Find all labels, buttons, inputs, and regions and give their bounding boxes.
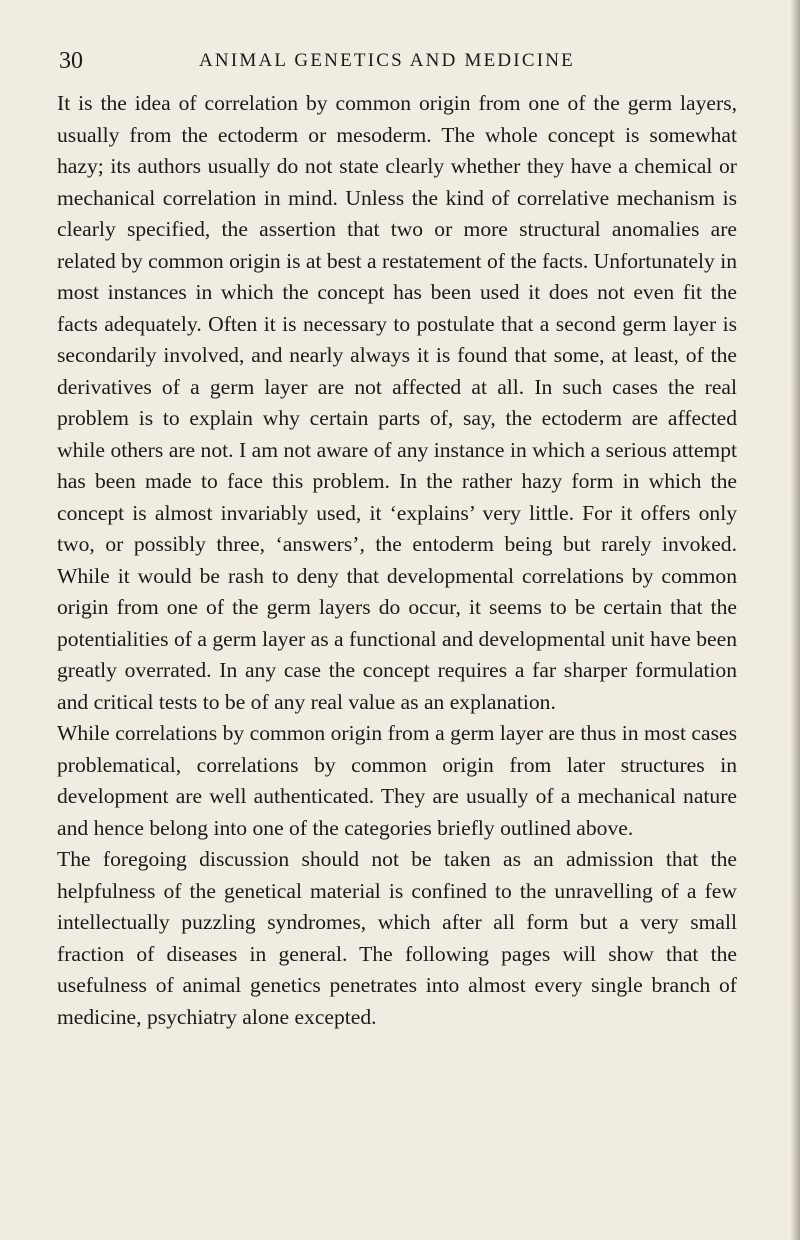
paragraph-1: It is the idea of correlation by common origin from one of the germ layers, usually from the ectoderm or mesoderm. The whole concept is somewhat hazy; its authors usually do not state clearly whether they have a chemical or mechanical correlation in mind. Unless the kind of correlative mechanism is clearly specified, the assertion that two or more structural anomalies are related by common origin is at best a restatement of the facts. Unfortunately in most instances in which the concept has been used it does not even fit the facts adequately. Often it is necessary to postulate that a second germ layer is secondarily involved, and nearly always it is found that some, at least, of the derivatives of a germ layer are not affected at all. In such cases the real problem is to explain why certain parts of, say, the ectoderm are affected while others are not. I am not aware of any instance in which a serious attempt has been made to face this problem. In the rather hazy form in which the concept is almost invariably used, it ‘explains’ very little. For it offers only two, or possibly three, ‘answers’, the entoderm being but rarely invoked. While it would be rash to deny that developmental correlations by common origin from one of the germ layers do occur, it seems to be certain that the potentialities of a germ layer as a functional and developmental unit have been greatly overrated. In any case the concept requires a far sharper formulation and critical tests to be of any real value as an explanation. [57, 91, 737, 714]
page-edge-shadow [790, 0, 800, 1240]
running-title: ANIMAL GENETICS AND MEDICINE [199, 50, 575, 71]
running-head [59, 46, 619, 76]
paragraph-3: The foregoing discussion should not be taken as an admission that the helpfulness of the genetical material is confined to the unravelling of a few intellectually puzzling syndromes, which after all form but a very small fraction of diseases in general. The following pages will show that the usefulness of animal genetics penetrates into almost every single branch of medicine, psychiatry alone excepted. [57, 847, 737, 1029]
body-text [57, 88, 737, 1033]
page-number: 30 [59, 48, 83, 74]
paragraph-2: While correlations by common origin from a germ layer are thus in most cases problematical, correlations by common origin from later structures in development are well authenticated. They are usually of a mechanical nature and hence belong into one of the categories briefly outlined above. [57, 721, 737, 840]
